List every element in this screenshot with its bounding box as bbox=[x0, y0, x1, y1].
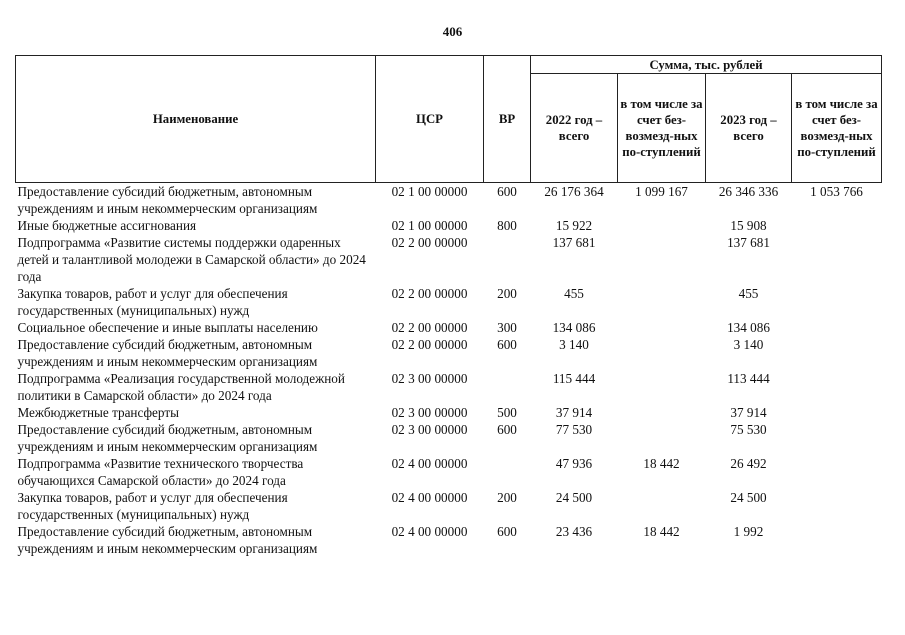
table-row bbox=[16, 421, 882, 455]
row-2022-total: 23 436 bbox=[555, 524, 593, 539]
row-name: Закупка товаров, работ и услуг для обеспечения государственных (муниципальных) нужд bbox=[17, 490, 288, 522]
row-2022-total: 37 914 bbox=[555, 405, 593, 420]
table-row bbox=[16, 234, 882, 285]
row-2022-free bbox=[618, 234, 706, 285]
row-2023-total: 455 bbox=[738, 286, 759, 301]
table-row bbox=[16, 404, 882, 421]
row-2023-free bbox=[792, 421, 882, 455]
table-row bbox=[16, 523, 882, 557]
row-2023-free bbox=[792, 455, 882, 489]
row-2023-free bbox=[792, 489, 882, 523]
table-row bbox=[16, 370, 882, 404]
row-2023-total: 1 992 bbox=[733, 524, 764, 539]
header-2023-free: в том числе за счет без-возмезд-ных по-ступлений bbox=[792, 74, 882, 183]
row-2023-total: 26 492 bbox=[730, 456, 767, 471]
row-2023-free bbox=[792, 234, 882, 285]
row-csr: 02 2 00 00000 bbox=[391, 286, 468, 301]
row-2023-total: 24 500 bbox=[730, 490, 767, 505]
row-2023-free bbox=[792, 336, 882, 370]
row-csr: 02 1 00 00000 bbox=[391, 184, 468, 199]
row-2022-free bbox=[618, 404, 706, 421]
row-name: Иные бюджетные ассигнования bbox=[17, 218, 197, 233]
header-csr: ЦСР bbox=[376, 56, 484, 183]
row-2023-free: 1 053 766 bbox=[810, 184, 863, 199]
header-vr: ВР bbox=[484, 56, 531, 183]
row-name: Предоставление субсидий бюджетным, автономным учреждениям и иным некоммерческим организациям bbox=[17, 184, 318, 216]
row-vr: 200 bbox=[497, 490, 517, 505]
row-2023-total: 134 086 bbox=[727, 320, 770, 335]
table-row bbox=[16, 183, 882, 218]
row-2022-free bbox=[618, 217, 706, 234]
row-2022-free bbox=[618, 370, 706, 404]
row-2022-total: 15 922 bbox=[555, 218, 593, 233]
row-2022-free: 18 442 bbox=[643, 456, 680, 471]
table-row bbox=[16, 285, 882, 319]
row-2022-free bbox=[618, 421, 706, 455]
row-name: Подпрограмма «Реализация государственной молодежной политики в Самарской области» до 2024 года bbox=[17, 371, 345, 403]
row-csr: 02 3 00 00000 bbox=[391, 422, 468, 437]
table-body bbox=[16, 183, 882, 558]
row-2022-free: 1 099 167 bbox=[635, 184, 688, 199]
row-csr: 02 4 00 00000 bbox=[391, 456, 468, 471]
row-2023-total: 137 681 bbox=[727, 235, 770, 250]
header-2022-free: в том числе за счет без-возмезд-ных по-ступлений bbox=[618, 74, 706, 183]
row-vr: 600 bbox=[497, 337, 517, 352]
row-csr: 02 2 00 00000 bbox=[391, 337, 468, 352]
table-row bbox=[16, 489, 882, 523]
budget-table bbox=[15, 55, 882, 557]
row-2022-total: 24 500 bbox=[555, 490, 593, 505]
header-2022-total: 2022 год – всего bbox=[531, 74, 618, 183]
row-2022-free bbox=[618, 489, 706, 523]
row-csr: 02 3 00 00000 bbox=[391, 371, 468, 386]
table-row bbox=[16, 319, 882, 336]
row-vr: 500 bbox=[497, 405, 517, 420]
row-2022-total: 47 936 bbox=[555, 456, 593, 471]
table-row bbox=[16, 455, 882, 489]
row-2022-free bbox=[618, 336, 706, 370]
row-name: Закупка товаров, работ и услуг для обеспечения государственных (муниципальных) нужд bbox=[17, 286, 288, 318]
row-vr bbox=[484, 234, 531, 285]
header-name: Наименование bbox=[16, 56, 376, 183]
row-csr: 02 1 00 00000 bbox=[391, 218, 468, 233]
row-name: Подпрограмма «Развитие системы поддержки одаренных детей и талантливой молодежи в Самарской области» до 2024 года bbox=[17, 235, 366, 284]
row-csr: 02 2 00 00000 bbox=[391, 320, 468, 335]
row-2023-total: 75 530 bbox=[730, 422, 767, 437]
row-2023-total: 113 444 bbox=[727, 371, 770, 386]
row-2022-total: 3 140 bbox=[559, 337, 589, 352]
row-2022-total: 26 176 364 bbox=[544, 184, 604, 199]
row-2023-free bbox=[792, 217, 882, 234]
row-2022-total: 134 086 bbox=[552, 320, 596, 335]
row-name: Межбюджетные трансферты bbox=[17, 405, 179, 420]
row-name: Предоставление субсидий бюджетным, автономным учреждениям и иным некоммерческим организациям bbox=[17, 337, 318, 369]
row-csr: 02 4 00 00000 bbox=[391, 490, 468, 505]
row-2023-free bbox=[792, 404, 882, 421]
row-name: Социальное обеспечение и иные выплаты населению bbox=[17, 320, 318, 335]
row-2022-free bbox=[618, 285, 706, 319]
row-2022-total: 455 bbox=[564, 286, 584, 301]
row-vr bbox=[484, 370, 531, 404]
row-2022-total: 137 681 bbox=[552, 235, 596, 250]
row-2023-total: 37 914 bbox=[730, 405, 767, 420]
table-row bbox=[16, 336, 882, 370]
row-name: Предоставление субсидий бюджетным, автономным учреждениям и иным некоммерческим организациям bbox=[17, 422, 318, 454]
header-2023-total: 2023 год – всего bbox=[706, 74, 792, 183]
row-vr: 300 bbox=[497, 320, 517, 335]
row-2022-free: 18 442 bbox=[643, 524, 680, 539]
row-2023-total: 26 346 336 bbox=[718, 184, 779, 199]
row-2022-total: 115 444 bbox=[552, 371, 596, 386]
row-2023-free bbox=[792, 285, 882, 319]
row-csr: 02 4 00 00000 bbox=[391, 524, 468, 539]
table-row bbox=[16, 217, 882, 234]
row-vr: 800 bbox=[497, 218, 517, 233]
row-2023-total: 15 908 bbox=[730, 218, 767, 233]
row-2022-free bbox=[618, 319, 706, 336]
row-vr: 600 bbox=[497, 184, 517, 199]
row-2023-total: 3 140 bbox=[733, 337, 764, 352]
row-2023-free bbox=[792, 523, 882, 557]
row-vr: 200 bbox=[497, 286, 517, 301]
row-2023-free bbox=[792, 370, 882, 404]
row-vr bbox=[484, 455, 531, 489]
page-number: 406 bbox=[442, 24, 463, 39]
row-csr: 02 2 00 00000 bbox=[391, 235, 468, 250]
row-csr: 02 3 00 00000 bbox=[391, 405, 468, 420]
row-name: Предоставление субсидий бюджетным, автономным учреждениям и иным некоммерческим организациям bbox=[17, 524, 318, 556]
row-2022-total: 77 530 bbox=[555, 422, 593, 437]
header-sum: Сумма, тыс. рублей bbox=[531, 56, 882, 74]
row-2023-free bbox=[792, 319, 882, 336]
row-vr: 600 bbox=[497, 524, 517, 539]
row-vr: 600 bbox=[497, 422, 517, 437]
row-name: Подпрограмма «Развитие технического творчества обучающихся Самарской области» до 2024 года bbox=[17, 456, 304, 488]
